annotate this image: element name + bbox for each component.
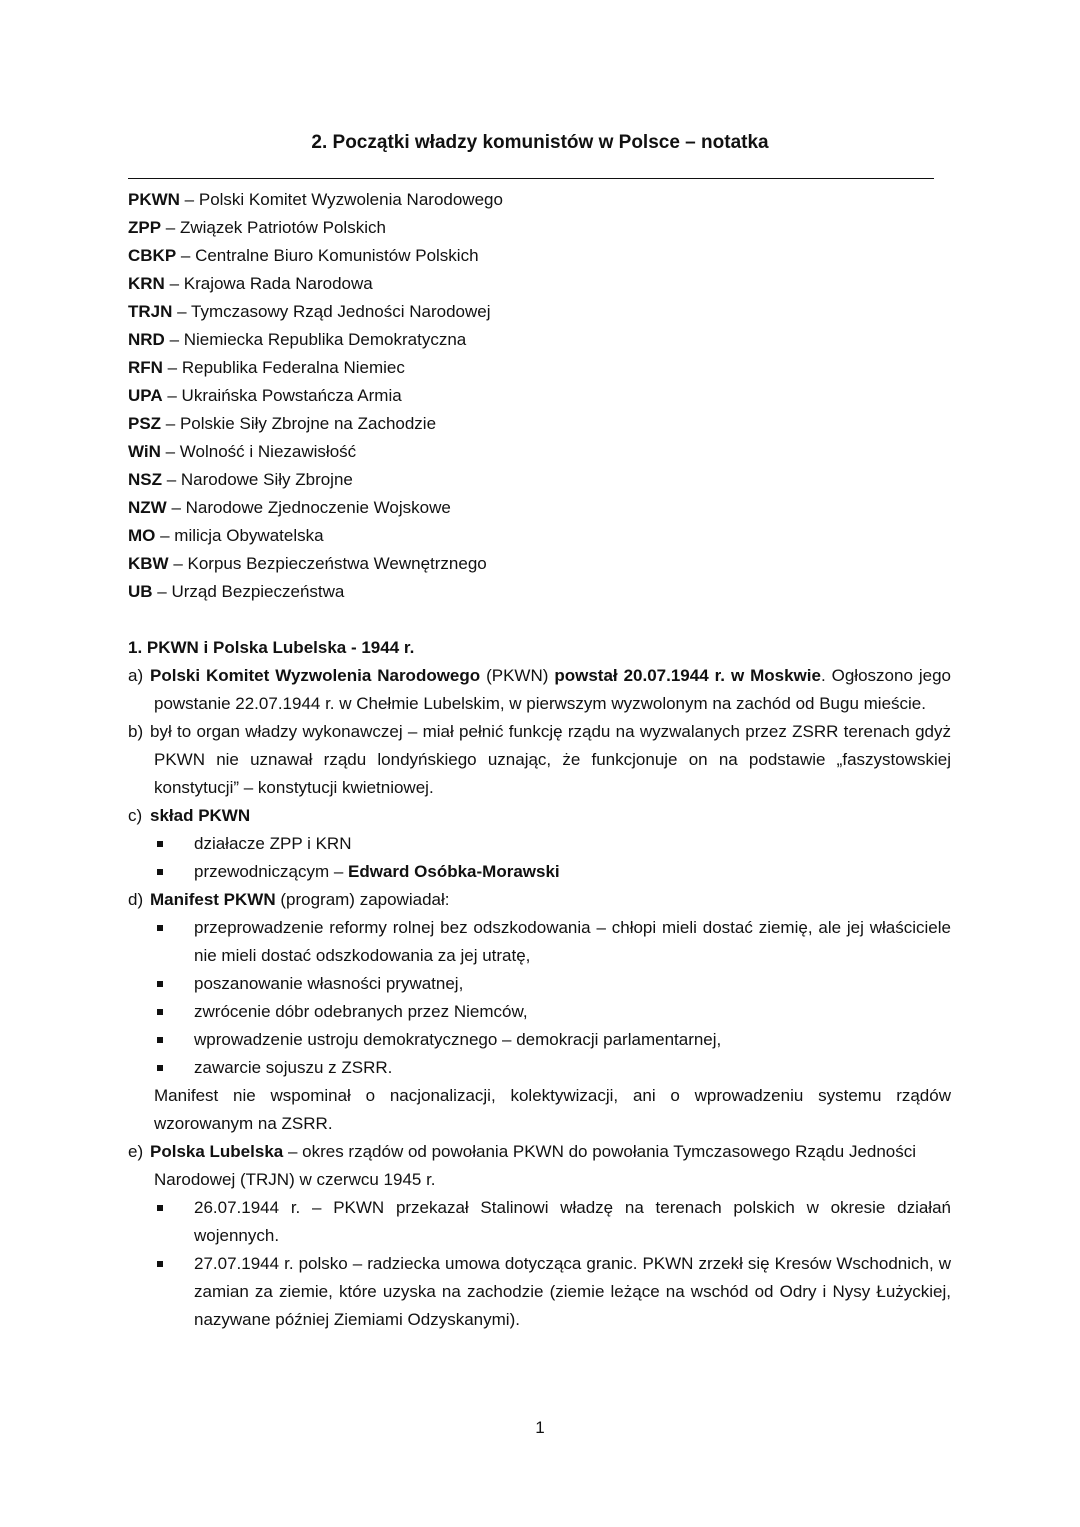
abbreviation-row	[128, 578, 948, 606]
abbreviation-expansion: – Korpus Bezpieczeństwa Wewnętrznego	[168, 554, 487, 573]
bold-text: Manifest PKWN	[150, 890, 276, 909]
abbreviation-expansion: – Polskie Siły Zbrojne na Zachodzie	[161, 414, 437, 433]
text: zwrócenie dóbr odebranych przez Niemców,	[194, 1002, 528, 1021]
bullet-icon	[157, 981, 163, 987]
abbreviation-expansion: – Związek Patriotów Polskich	[161, 218, 386, 237]
abbreviation-expansion: – Niemiecka Republika Demokratyczna	[164, 330, 467, 349]
list-item	[194, 998, 951, 1026]
abbreviation: TRJN	[128, 302, 173, 321]
text: 26.07.1944 r. – PKWN przekazał Stalinowi władzę na terenach polskich w okresie działań wojennych.	[194, 1198, 951, 1245]
section-pkwn	[128, 634, 951, 1334]
manifest-note: Manifest nie wspominał o nacjonalizacji, kolektywizacji, ani o wprowadzeniu systemu rządów wzorowanym na ZSRR.	[154, 1086, 951, 1133]
point-a	[128, 662, 951, 718]
bullet-icon	[157, 1261, 163, 1267]
abbreviation: PSZ	[128, 414, 162, 433]
abbreviation: UB	[128, 582, 153, 601]
abbreviation: NZW	[128, 498, 167, 517]
text: . Ogłoszono jego powstanie 22.07.1944 r. w Chełmie Lubelskim, w pierwszym wyzwolonym na zachód od Bugu mieście.	[154, 666, 951, 713]
point-b	[128, 718, 951, 802]
abbreviation-row	[128, 186, 948, 214]
abbreviation: UPA	[128, 386, 163, 405]
abbreviation-expansion: – Narodowe Siły Zbrojne	[162, 470, 353, 489]
abbreviation-expansion: – Ukraińska Powstańcza Armia	[162, 386, 402, 405]
abbreviation: RFN	[128, 358, 163, 377]
text: działacze ZPP i KRN	[194, 834, 352, 853]
bullet-icon	[157, 1009, 163, 1015]
abbreviation-expansion: – Polski Komitet Wyzwolenia Narodowego	[179, 190, 503, 209]
page-number: 1	[535, 1418, 545, 1437]
list-item	[194, 1250, 951, 1334]
abbreviation-row	[128, 326, 948, 354]
section-heading-text: 1. PKWN i Polska Lubelska - 1944 r.	[128, 638, 415, 657]
abbreviation-row	[128, 550, 948, 578]
list-item	[194, 914, 951, 970]
text: 27.07.1944 r. polsko – radziecka umowa dotycząca granic. PKWN zrzekł się Kresów Wschodnich, w zamian za ziemie, które uzyska na zachodzie (ziemie leżące na wschód od Odry i Nysy Łużyckiej, nazywane później Ziemiami Odzyskanymi).	[194, 1254, 951, 1329]
bullet-list	[128, 830, 951, 886]
abbreviation-row	[128, 298, 948, 326]
text: był to organ władzy wykonawczej – miał pełnić funkcję rządu na wyzwalanych przez ZSRR terenach gdyż PKWN nie uznawał rządu londyńskiego uznając, że funkcjonuje on na podstawie „faszystowskiej konstytucji” – konstytucji kwietniowej.	[150, 722, 951, 797]
abbreviation: KBW	[128, 554, 169, 573]
abbreviation-expansion: – Wolność i Niezawisłość	[160, 442, 357, 461]
abbreviation-expansion: – Krajowa Rada Narodowa	[164, 274, 373, 293]
abbreviation-expansion: – milicja Obywatelska	[155, 526, 324, 545]
abbreviation-expansion: – Centralne Biuro Komunistów Polskich	[176, 246, 479, 265]
point-label: c)	[128, 806, 143, 825]
abbreviation-row	[128, 270, 948, 298]
bullet-icon	[157, 1205, 163, 1211]
abbreviation-row	[128, 438, 948, 466]
abbreviation: PKWN	[128, 190, 180, 209]
list-item	[194, 1194, 951, 1250]
abbreviation-row	[128, 410, 948, 438]
abbreviation: ZPP	[128, 218, 162, 237]
bold-text: skład PKWN	[150, 806, 251, 825]
abbreviation-list	[128, 186, 948, 606]
page-title: 2. Początki władzy komunistów w Polsce – notatka	[311, 132, 769, 153]
list-item	[194, 970, 951, 998]
point-label: d)	[128, 890, 144, 909]
bullet-list	[128, 1194, 951, 1334]
abbreviation-row	[128, 354, 948, 382]
abbreviation: CBKP	[128, 246, 177, 265]
point-c	[128, 802, 951, 830]
list-item	[194, 858, 951, 886]
text: (PKWN)	[480, 666, 555, 685]
list-item	[194, 830, 951, 858]
bold-text: powstał 20.07.1944 r. w Moskwie	[554, 666, 821, 685]
abbreviation: NSZ	[128, 470, 162, 489]
abbreviation-row	[128, 494, 948, 522]
abbreviation: MO	[128, 526, 156, 545]
abbreviation-expansion: – Tymczasowy Rząd Jedności Narodowej	[172, 302, 491, 321]
bullet-list	[128, 914, 951, 1082]
text: – okres rządów od powołania PKWN do powołania Tymczasowego Rządu Jedności Narodowej (TRJN) w czerwcu 1945 r.	[154, 1142, 917, 1189]
section-heading	[128, 634, 951, 662]
text: zawarcie sojuszu z ZSRR.	[194, 1058, 393, 1077]
abbreviation-row	[128, 242, 948, 270]
abbreviation-row	[128, 214, 948, 242]
point-label: b)	[128, 722, 144, 741]
abbreviation: KRN	[128, 274, 165, 293]
text: wprowadzenie ustroju demokratycznego – demokracji parlamentarnej,	[194, 1030, 722, 1049]
point-label: a)	[128, 666, 144, 685]
text: przewodniczącym –	[194, 862, 349, 881]
abbreviation-expansion: – Urząd Bezpieczeństwa	[152, 582, 345, 601]
point-d	[128, 886, 951, 914]
abbreviation-row	[128, 522, 948, 550]
abbreviation-row	[128, 466, 948, 494]
text: poszanowanie własności prywatnej,	[194, 974, 464, 993]
point-label: e)	[128, 1142, 144, 1161]
point-e	[128, 1138, 951, 1194]
bold-text: Edward Osóbka-Morawski	[348, 862, 560, 881]
abbreviation-row	[128, 382, 948, 410]
list-item	[194, 1026, 951, 1054]
title-underline	[128, 178, 934, 179]
bullet-icon	[157, 925, 163, 931]
bold-text: Polska Lubelska	[150, 1142, 284, 1161]
bullet-icon	[157, 1065, 163, 1071]
abbreviation-expansion: – Narodowe Zjednoczenie Wojskowe	[166, 498, 451, 517]
bold-text: Polski Komitet Wyzwolenia Narodowego	[150, 666, 481, 685]
list-item	[194, 1054, 951, 1082]
bullet-icon	[157, 869, 163, 875]
bullet-icon	[157, 1037, 163, 1043]
abbreviation-expansion: – Republika Federalna Niemiec	[162, 358, 405, 377]
abbreviation: NRD	[128, 330, 165, 349]
text: (program) zapowiadał:	[275, 890, 450, 909]
text: przeprowadzenie reformy rolnej bez odszkodowania – chłopi mieli dostać ziemię, ale jej właściciele nie mieli dostać odszkodowania za jej utratę,	[194, 918, 951, 965]
abbreviation: WiN	[128, 442, 161, 461]
bullet-icon	[157, 841, 163, 847]
